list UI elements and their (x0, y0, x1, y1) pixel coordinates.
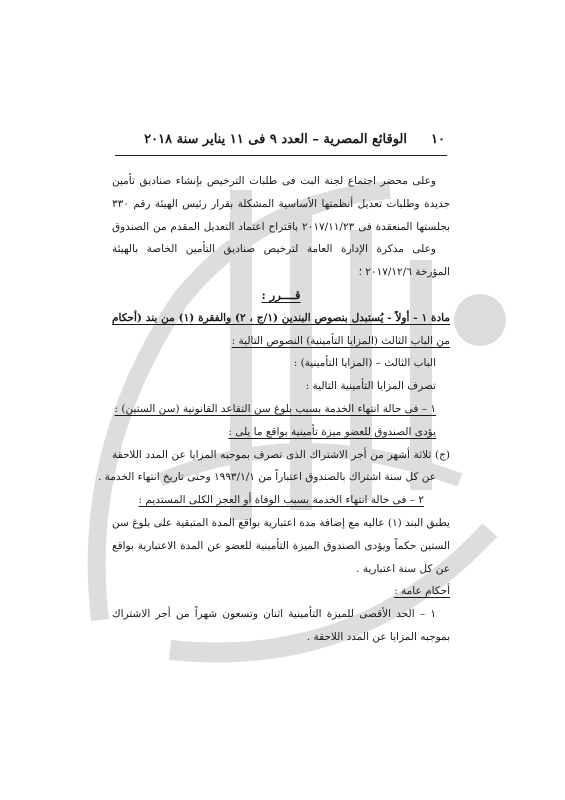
text-line: ١ – الحد الأقصى للميزة التأمينية اثنان وتسعون شهراً من أجر الاشتراك (112, 608, 436, 621)
text-line: عن كل سنة اشتراك بالصندوق اعتباراً من ١٩٩٣/١/١ وحتى تاريخ انتهاء الخدمة . (97, 471, 436, 484)
header-rule (115, 155, 447, 156)
section-title: الباب الثالث – (المزايا التأمينية) : (293, 357, 436, 370)
text-line: عن كل سنة اعتبارية . (356, 562, 450, 575)
article-heading: مادة ١ - أولاً - يُستبدل بنصوص البندين (١/ج ، ٢) والفقرة (١) من بند (أحكام (112, 311, 450, 324)
clause-heading: ١ – فى حالة انتهاء الخدمة بسبب بلوغ سن التقاعد القانونية (سن الستين) : (114, 402, 436, 415)
text-line: وعلى محضر اجتماع لجنة البت فى طلبات الترخيص بإنشاء صناديق تأمين (112, 175, 436, 187)
section-title: أحكام عامة : (394, 585, 450, 598)
text-line: وعلى مذكرة الإدارة العامة لترخيص صناديق التأمين الخاصة بالهيئة (112, 243, 436, 256)
clause-heading: ٢ – فى حالة انتهاء الخدمة بسبب الوفاة أو العجز الكلى المستديم : (138, 494, 424, 507)
text-line: تصرف المزايا التأمينية التالية : (305, 380, 436, 393)
text-line: الستين حكماً ويؤدى الصندوق الميزة التأمينية للعضو عن المدة الاعتبارية بواقع (112, 539, 450, 552)
page-header (115, 132, 445, 152)
text-line: يطبق البند (١) عاليه مع إضافة مدة اعتبارية بواقع المدة المتبقية على بلوغ سن (112, 516, 450, 529)
text-line: بموجبه المزايا عن المدد اللاحقة . (306, 630, 450, 643)
text-line: بجلستها المنعقدة فى ٢٠١٧/١١/٢٣ باقتراح اعتماد التعديل المقدم من الصندوق (112, 220, 450, 233)
gazette-title: الوقائع المصرية – العدد ٩ فى ١١ يناير سنة ٢٠١٨ (144, 132, 407, 147)
text-line: جديدة وطلبات تعديل أنظمتها الأساسية المشكلة بقرار رئيس الهيئة رقم ٣٣٠ (112, 197, 450, 210)
text-line: يؤدى الصندوق للعضو ميزة تأمينية بواقع ما يلى : (228, 425, 436, 438)
text-line: من الباب الثالث (المزايا التأمينية) النصوص التالية : (231, 334, 450, 347)
document-body (97, 170, 450, 649)
decision-heading: قــــرر : (261, 287, 301, 302)
text-line: (ج) ثلاثة أشهر من أجر الاشتراك الذى تصرف بموجبه المزايا عن المدد اللاحقة (112, 448, 450, 461)
page-number: ١٠ (431, 132, 445, 147)
text-line: المؤرخة ٢٠١٧/١٢/٦ ؛ (358, 266, 450, 279)
